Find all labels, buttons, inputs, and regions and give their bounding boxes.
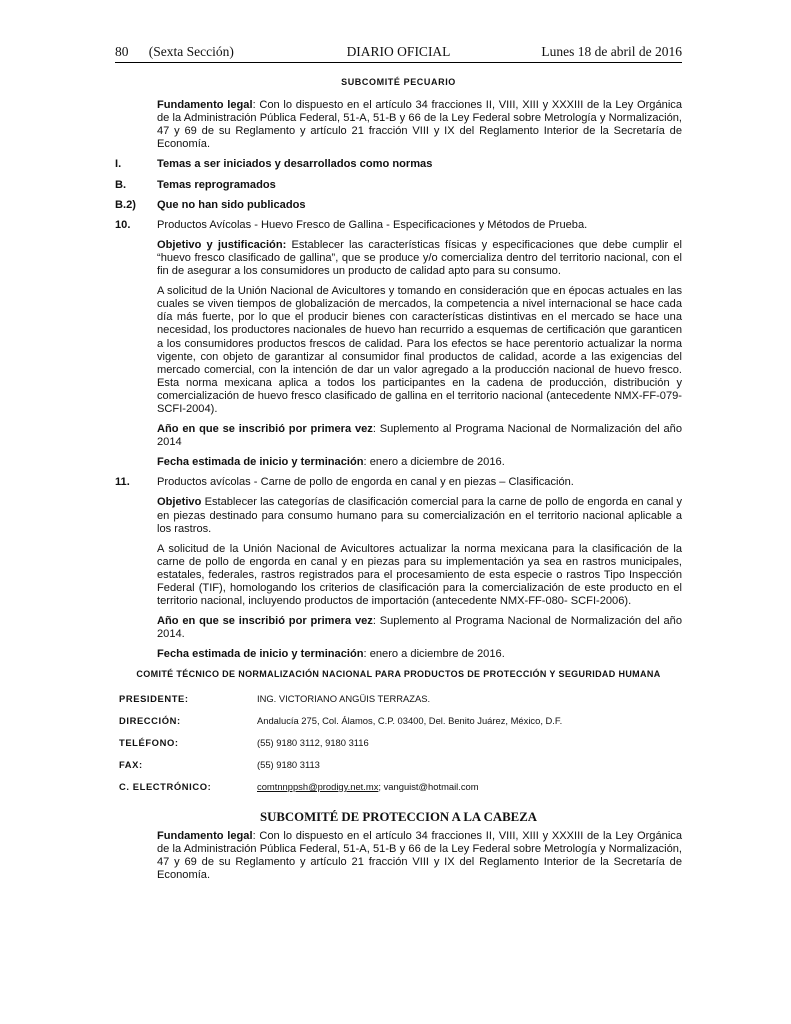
committee-value: (55) 9180 3112, 9180 3116 [257,736,369,748]
heading-text: Temas reprogramados [157,178,276,191]
email-separator: ; [378,780,384,792]
committee-title: COMITÉ TÉCNICO DE NORMALIZACIÓN NACIONAL PARA PRODUCTOS DE PROTECCIÓN Y SEGURIDAD HUMANA [136,669,661,680]
objetivo-label: Objetivo y justificación: [157,238,287,251]
item-title: Productos avícolas - Carne de pollo de engorda en canal y en piezas – Clasificación. [157,476,574,489]
objetivo-text: Establecer las categorías de clasificación comercial para la carne de pollo de engorda en canal y en piezas destinado para consumo humano para su comercialización en el territorio nacional aplicable a los rastros. [157,496,682,535]
heading-number: I. [115,158,122,171]
committee-value: ING. VICTORIANO ANGÜIS TERRAZAS. [257,692,431,704]
objetivo-paragraph [115,496,682,535]
fecha-label: Fecha estimada de inicio y terminación [157,648,364,661]
justification-paragraph: A solicitud de la Unión Nacional de Avicultores y tomando en consideración que en épocas actuales en las cuales se viven tiempos de globalización de mercados, la competencia a nivel internacional se hace cada día más fuerte, por lo que el producir bienes con características distintivas en el mercado se hace una necesidad, los productores nacionales de huevo han recurrido a esquemas de certificación que garanticen a los consumidores productos frescos de calidad. Para los efectos se hace perentorio actualizar la norma vigente, con objeto de garantizar al consumidor final productos de calidad, acorde a las exigencias del mercado comercial, con la intención de dar un valor agregado a la producción nacional de huevo fresco. Esta norma mexicana aplica a todos los participantes en la cadena de producción, distribución y comercialización de huevo fresco clasificado de gallina en el territorio nacional (antecedente NMX-FF-079-SCFI-2004). [157,285,682,415]
item-title: Productos Avícolas - Huevo Fresco de Gallina - Especificaciones y Métodos de Prueba. [157,218,588,231]
anio-paragraph [115,423,682,449]
committee-row-email [115,780,682,793]
item-10-title-row [115,219,682,232]
heading-row [115,158,682,171]
anio-label: Año en que se inscribió por primera vez [157,423,373,436]
email-link-primary[interactable]: comtnnppsh@prodigy.net.mx [257,780,379,792]
item-number: 11. [115,476,130,489]
page-header [115,44,682,62]
committee-key: PRESIDENTE: [119,692,189,704]
item-number: 10. [115,218,131,231]
committee-value: Andalucía 275, Col. Álamos, C.P. 03400, Del. Benito Juárez, México, D.F. [257,714,563,726]
committee-key: C. ELECTRÓNICO: [119,780,212,792]
fundamento-text: : Con lo dispuesto en el artículo 34 fracciones II, VIII, XIII y XXXIII de la Ley Orgánica de la Administración Pública Federal, 51-A, 51-B y 66 de la Ley Federal sobre Metrología y Normalización, 47 y 69 de su Reglamento y artículo 21 fracción VIII y IX del Reglamento Interior de la Secretaría de Economía. [157,830,683,882]
item-11-title-row [115,476,682,489]
document-body [115,76,682,890]
anio-paragraph [115,615,682,641]
header-rule [115,62,682,63]
header-publication: DIARIO OFICIAL [346,44,451,59]
committee-row [115,758,682,771]
heading-number: B. [115,178,127,191]
fundamento-legal-paragraph [115,99,682,151]
committee-value [257,780,682,793]
committee-row [115,692,682,705]
heading-row [115,179,682,192]
fecha-text: : enero a diciembre de 2016. [363,456,505,469]
header-date: Lunes 18 de abril de 2016 [541,44,682,59]
committee-row [115,714,682,727]
justification-paragraph: A solicitud de la Unión Nacional de Avicultores actualizar la norma mexicana para la clasificación de la carne de pollo de engorda en canal y en piezas para su implementación ya sea en rastros municipales, estatales, federales, rastros registrados para el procesamiento de esta especie o rastros Tipo Inspección Federal (TIF), homologando los criterios de clasificación para la comercialización de este producto en el territorio nacional, incluyendo productos de importación (antecedente NMX-FF-080- SCFI-2006). [157,542,682,608]
section-title-proteccion-cabeza: SUBCOMITÉ DE PROTECCION A LA CABEZA [260,810,537,825]
committee-key: DIRECCIÓN: [119,714,181,726]
fecha-paragraph [115,648,682,661]
fundamento-label: Fundamento legal [157,830,253,843]
fundamento-legal-paragraph [115,830,682,882]
objetivo-paragraph [115,239,682,278]
header-page-section: 80 (Sexta Sección) [115,44,234,59]
email-secondary[interactable]: vanguist@hotmail.com [383,780,479,792]
heading-text: Temas a ser iniciados y desarrollados como normas [157,158,433,171]
anio-text: : Suplemento al Programa Nacional de Normalización del año 2014 [157,423,682,449]
committee-row [115,736,682,749]
committee-value: (55) 9180 3113 [257,758,320,770]
heading-row [115,199,682,212]
fecha-paragraph [115,456,682,469]
objetivo-label: Objetivo [157,496,202,509]
section-title-pecuario: SUBCOMITÉ PECUARIO [341,77,456,87]
fundamento-text: : Con lo dispuesto en el artículo 34 fracciones II, VIII, XIII y XXXIII de la Ley Orgánica de la Administración Pública Federal, 51-A, 51-B y 66 de la Ley Federal sobre Metrología y Normalización, 47 y 69 de su Reglamento y artículo 21 fracción VIII y IX del Reglamento Interior de la Secretaría de Economía. [157,99,683,151]
fundamento-label: Fundamento legal [157,99,253,112]
committee-key: TELÉFONO: [119,736,179,748]
anio-text: : Suplemento al Programa Nacional de Normalización del año 2014. [157,615,682,641]
fecha-label: Fecha estimada de inicio y terminación [157,456,364,469]
committee-key: FAX: [119,758,143,770]
heading-number: B.2) [115,198,136,211]
heading-text: Que no han sido publicados [157,198,306,211]
objetivo-text: Establecer las características físicas y especificaciones que debe cumplir el “huevo fresco clasificado de gallina”, que se produce y/o comercializa dentro del territorio nacional, con el fin de asegurar a los consumidores un producto de calidad apto para su consumo. [157,238,682,278]
anio-label: Año en que se inscribió por primera vez [157,615,373,628]
fecha-text: : enero a diciembre de 2016. [363,648,505,661]
